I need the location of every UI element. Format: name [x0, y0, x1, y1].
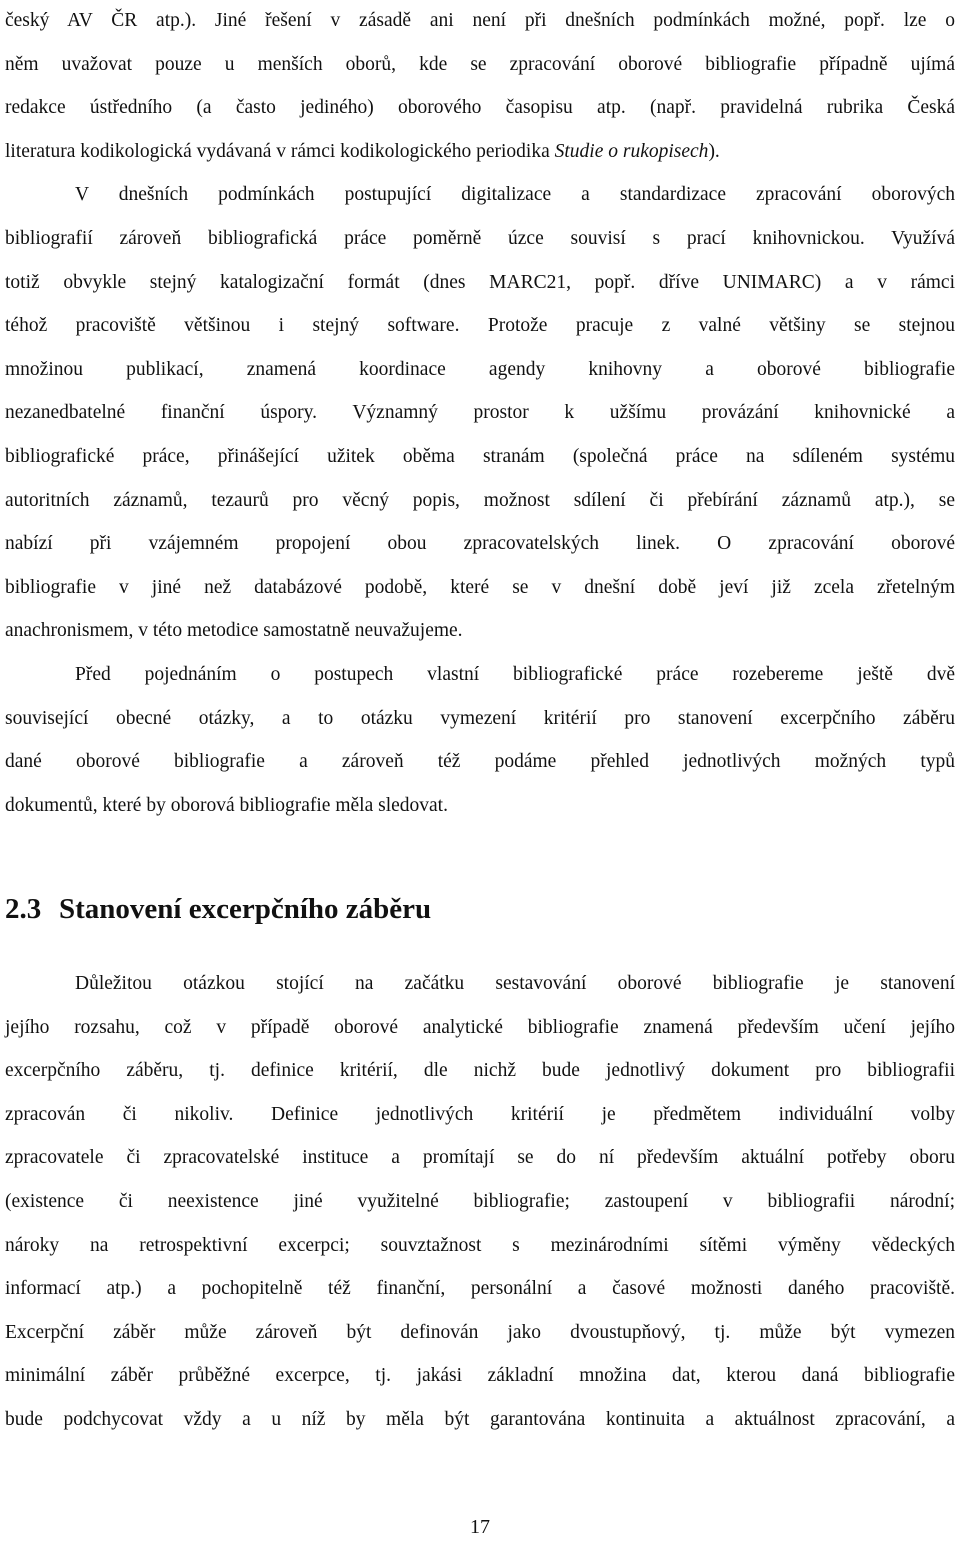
paragraph-4	[5, 962, 955, 1442]
paragraph-1	[5, 0, 955, 173]
text-line: dané oborové bibliografie a zároveň též podáme přehled jednotlivých možných typů	[5, 751, 955, 773]
text-line: V dnešních podmínkách postupující digitalizace a standardizace zpracování oborových	[75, 184, 955, 206]
text-line: totiž obvykle stejný katalogizační formát (dnes MARC21, popř. dříve UNIMARC) a v rámci	[5, 271, 955, 293]
text-line: bibliografií zároveň bibliografická práce poměrně úzce souvisí s prací knihovnickou. Využívá	[5, 227, 955, 249]
text-line: téhož pracoviště většinou i stejný software. Protože pracuje z valné většiny se stejnou	[5, 315, 955, 337]
text-line: množinou publikací, znamená koordinace agendy knihovny a oborové bibliografie	[5, 358, 955, 380]
page-number: 17	[470, 1516, 490, 1538]
text-line: jejího rozsahu, což v případě oborové analytické bibliografie znamená především učení jejího	[5, 1016, 955, 1038]
text-line: nezanedbatelné finanční úspory. Významný prostor k užšímu provázání knihovnické a	[5, 402, 955, 424]
text-line: (existence či neexistence jiné využitelné bibliografie; zastoupení v bibliografii národní;	[5, 1190, 955, 1212]
text-line: nároky na retrospektivní excerpci; souvztažnost s mezinárodními sítěmi výměny vědeckých	[5, 1234, 955, 1256]
section-number: 2.3	[5, 893, 42, 925]
text-line: minimální záběr průběžné excerpce, tj. jakási základní množina dat, kterou daná bibliografie	[5, 1365, 955, 1387]
text-segment: literatura kodikologická vydávaná v rámci kodikologického periodika	[5, 140, 555, 162]
text-line: něm uvažovat pouze u menších oborů, kde se zpracování oborové bibliografie případně ujímá	[5, 53, 955, 75]
paragraph-3	[5, 653, 955, 827]
text-line: autoritních záznamů, tezaurů pro věcný popis, možnost sdílení či přebírání záznamů atp.), se	[5, 489, 955, 511]
text-line: bibliografické práce, přinášející užitek oběma stranám (společná práce na sdíleném systému	[5, 445, 955, 467]
text-line: bibliografie v jiné než databázové podobě, které se v dnešní době jeví již zcela zřetelným	[5, 576, 955, 598]
text-line: český AV ČR atp.). Jiné řešení v zásadě ani není při dnešních podmínkách možné, popř. lze o	[5, 10, 955, 31]
text-line: nabízí při vzájemném propojení obou zpracovatelských linek. O zpracování oborové	[5, 533, 955, 555]
text-line: Excerpční záběr může zároveň být definován jako dvoustupňový, tj. může být vymezen	[5, 1321, 955, 1343]
text-line: zpracován či nikoliv. Definice jednotlivých kritérií je předmětem individuální volby	[5, 1103, 955, 1125]
text-line-last: dokumentů, které by oborová bibliografie měla sledovat.	[5, 794, 448, 816]
text-line: informací atp.) a pochopitelně též finanční, personální a časové možnosti daného pracoviště.	[5, 1278, 955, 1300]
text-segment: ).	[708, 140, 720, 162]
text-line: související obecné otázky, a to otázku vymezení kritérií pro stanovení excerpčního záběru	[5, 707, 955, 729]
text-line: zpracovatele či zpracovatelské instituce a promítají se do ní především aktuální potřeby oboru	[5, 1147, 955, 1169]
italic-title: Studie o rukopisech	[554, 140, 709, 162]
section-title: Stanovení excerpčního záběru	[59, 893, 432, 925]
document-page	[5, 0, 955, 827]
text-line: Důležitou otázkou stojící na začátku sestavování oborové bibliografie je stanovení	[75, 973, 955, 994]
section-heading	[5, 893, 431, 926]
text-line: excerpčního záběru, tj. definice kritérií, dle nichž bude jednotlivý dokument pro bibliografii	[5, 1060, 955, 1082]
text-line: Před pojednáním o postupech vlastní bibliografické práce rozebereme ještě dvě	[75, 663, 955, 685]
text-line: redakce ústředního (a často jediného) oborového časopisu atp. (např. pravidelná rubrika Česká	[5, 97, 955, 119]
text-line: bude podchycovat vždy a u níž by měla být garantována kontinuita a aktuálnost zpracování, a	[5, 1408, 955, 1430]
paragraph-2	[5, 173, 955, 653]
text-line-last: anachronismem, v této metodice samostatně neuvažujeme.	[5, 620, 463, 642]
text-line-last	[5, 130, 955, 174]
